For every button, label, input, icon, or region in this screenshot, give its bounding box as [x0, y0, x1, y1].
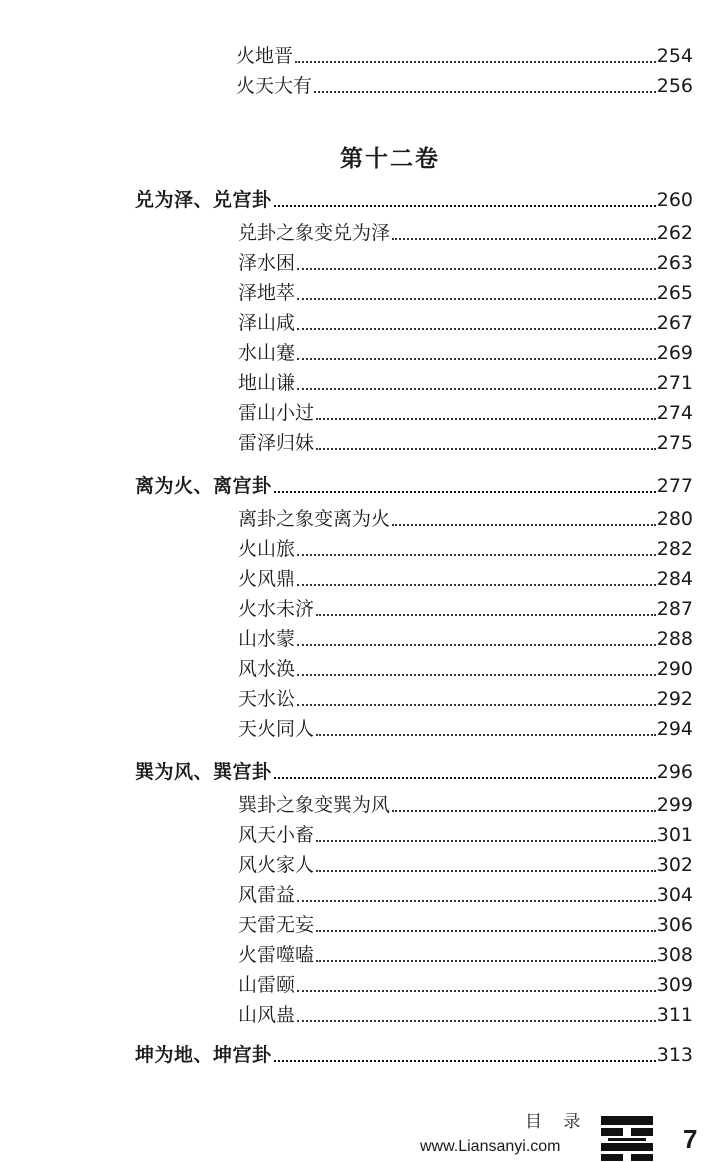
toc-entry-title: 离卦之象变离为火 [238, 508, 391, 530]
toc-entry-page: 262 [656, 222, 693, 244]
page-number: 7 [683, 1124, 698, 1154]
toc-entry-page: 309 [656, 974, 693, 996]
leader-dots [316, 728, 656, 736]
leader-dots [297, 668, 656, 676]
toc-entry-title: 火雷噬嗑 [238, 944, 315, 966]
toc-entry-page: 254 [656, 45, 693, 67]
leader-dots [316, 954, 656, 962]
toc-entry-title: 风火家人 [238, 854, 315, 876]
toc-entry-title: 泽地萃 [238, 282, 296, 304]
leader-dots [274, 1054, 656, 1062]
toc-entry-page: 256 [656, 75, 693, 97]
toc-entry [238, 683, 693, 711]
toc-section-page: 260 [656, 189, 693, 211]
toc-entry-page: 269 [656, 342, 693, 364]
leader-dots [297, 638, 656, 646]
toc-section-title: 离为火、离宫卦 [135, 475, 272, 497]
leader-dots [297, 322, 656, 330]
toc-section-heading [135, 756, 693, 784]
leader-dots [297, 894, 656, 902]
toc-entry-title: 山水蒙 [238, 628, 296, 650]
toc-entry-title: 火天大有 [236, 75, 313, 97]
toc-entry [238, 307, 693, 335]
toc-entry-page: 306 [656, 914, 693, 936]
toc-entry [238, 969, 693, 997]
toc-entry [238, 713, 693, 741]
toc-entry [238, 909, 693, 937]
leader-dots [297, 292, 656, 300]
toc-entry-title: 火风鼎 [238, 568, 296, 590]
toc-entry [238, 397, 693, 425]
toc-entry-title: 泽山咸 [238, 312, 296, 334]
toc-section-heading [135, 184, 693, 212]
toc-entry-page: 301 [656, 824, 693, 846]
toc-entry-page: 290 [656, 658, 693, 680]
leader-dots [392, 232, 656, 240]
toc-entry-title: 雷山小过 [238, 402, 315, 424]
leader-dots [297, 548, 656, 556]
toc-section-page: 313 [656, 1044, 693, 1066]
leader-dots [274, 771, 656, 779]
leader-dots [316, 924, 656, 932]
toc-entry [238, 623, 693, 651]
toc-entry [238, 653, 693, 681]
toc-entry-page: 304 [656, 884, 693, 906]
toc-entry-page: 299 [656, 794, 693, 816]
toc-entry [238, 999, 693, 1027]
toc-entry-page: 274 [656, 402, 693, 424]
toc-entry-title: 地山谦 [238, 372, 296, 394]
toc-entry-title: 天火同人 [238, 718, 315, 740]
leader-dots [297, 698, 656, 706]
toc-entry-title: 兑卦之象变兑为泽 [238, 222, 391, 244]
toc-entry-page: 294 [656, 718, 693, 740]
toc-entry-page: 275 [656, 432, 693, 454]
toc-entry-page: 284 [656, 568, 693, 590]
toc-entry-page: 292 [656, 688, 693, 710]
toc-entry-page: 308 [656, 944, 693, 966]
toc-entry [236, 40, 693, 68]
toc-entry [238, 533, 693, 561]
toc-entry-page: 263 [656, 252, 693, 274]
leader-dots [297, 262, 656, 270]
toc-section-title: 坤为地、坤宫卦 [135, 1044, 272, 1066]
leader-dots [392, 518, 656, 526]
toc-section-title: 巽为风、巽宫卦 [135, 761, 272, 783]
toc-entry [238, 563, 693, 591]
toc-entry [238, 503, 693, 531]
toc-entry [238, 337, 693, 365]
toc-entry-title: 风雷益 [238, 884, 296, 906]
toc-entry-page: 267 [656, 312, 693, 334]
toc-entry [236, 70, 693, 98]
toc-entry-page: 302 [656, 854, 693, 876]
toc-entry [238, 247, 693, 275]
toc-section-page: 296 [656, 761, 693, 783]
toc-entry-title: 山雷颐 [238, 974, 296, 996]
leader-dots [297, 352, 656, 360]
toc-entry-title: 火水未济 [238, 598, 315, 620]
toc-entry-title: 山风蛊 [238, 1004, 296, 1026]
leader-dots [297, 1014, 656, 1022]
toc-entry [238, 789, 693, 817]
toc-entry [238, 593, 693, 621]
toc-section-heading [135, 470, 693, 498]
leader-dots [316, 442, 656, 450]
leader-dots [297, 578, 656, 586]
toc-section-title: 兑为泽、兑宫卦 [135, 189, 272, 211]
toc-entry-title: 风水涣 [238, 658, 296, 680]
toc-entry-title: 天水讼 [238, 688, 296, 710]
leader-dots [392, 804, 656, 812]
toc-entry-page: 287 [656, 598, 693, 620]
toc-section-page: 277 [656, 475, 693, 497]
toc-entry-title: 雷泽归妹 [238, 432, 315, 454]
toc-entry [238, 427, 693, 455]
leader-dots [274, 199, 656, 207]
toc-entry [238, 879, 693, 907]
toc-section-heading [135, 1039, 693, 1067]
toc-entry-page: 280 [656, 508, 693, 530]
toc-entry-page: 271 [656, 372, 693, 394]
leader-dots [316, 608, 656, 616]
footer-section-label: 目 录 [525, 1112, 589, 1132]
volume-title: 第十二卷 [340, 146, 440, 172]
toc-entry-title: 水山蹇 [238, 342, 296, 364]
leader-dots [314, 85, 656, 93]
toc-entry [238, 277, 693, 305]
leader-dots [274, 485, 656, 493]
leader-dots [297, 984, 656, 992]
toc-entry-title: 泽水困 [238, 252, 296, 274]
toc-entry-page: 288 [656, 628, 693, 650]
leader-dots [295, 55, 656, 63]
leader-dots [316, 412, 656, 420]
hexagram-logo-icon [599, 1114, 655, 1162]
leader-dots [316, 864, 656, 872]
leader-dots [316, 834, 656, 842]
toc-entry-page: 311 [656, 1004, 693, 1026]
toc-entry-title: 风天小畜 [238, 824, 315, 846]
toc-entry [238, 367, 693, 395]
toc-entry-page: 265 [656, 282, 693, 304]
toc-entry-title: 火地晋 [236, 45, 294, 67]
toc-entry [238, 217, 693, 245]
toc-entry-title: 巽卦之象变巽为风 [238, 794, 391, 816]
leader-dots [297, 382, 656, 390]
toc-entry-title: 火山旅 [238, 538, 296, 560]
toc-entry-title: 天雷无妄 [238, 914, 315, 936]
toc-entry [238, 819, 693, 847]
toc-entry [238, 849, 693, 877]
toc-entry [238, 939, 693, 967]
footer-website: www.Liansanyi.com [420, 1138, 561, 1155]
toc-entry-page: 282 [656, 538, 693, 560]
